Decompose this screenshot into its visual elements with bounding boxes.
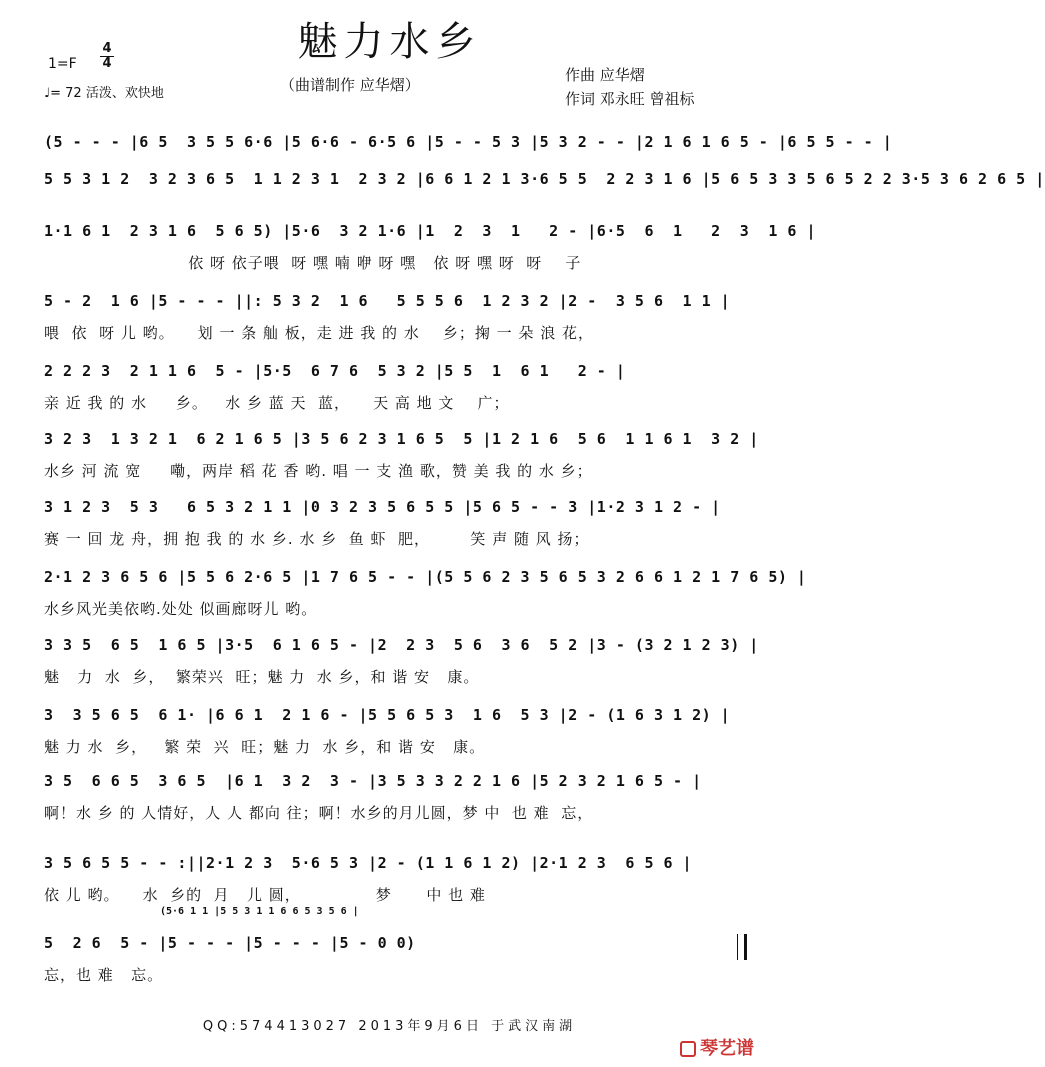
lyric-line: 啊！水 乡 的 人情好，人 人 都向 往；啊！水乡的月儿圆，梦 中 也 难 忘， (44, 804, 594, 822)
lyric-line: 魅 力 水 乡， 繁荣兴 旺；魅 力 水 乡，和 谐 安 康。 (44, 668, 480, 686)
notation-line: 5 - 2 1 6 |5 - - - ||: 5 3 2 1 6 5 5 5 6 1 2 3 2 |2 - 3 5 6 1 1 | (44, 292, 731, 310)
footer-note: QQ:574413027 2013年9月6日 于武汉南湖 (202, 1019, 577, 1034)
key-signature: 1=F (48, 56, 77, 72)
notation-line: 1·1 6 1 2 3 1 6 5 6 5) |5·6 3 2 1·6 |1 2 3 1 2 - |6·5 6 1 2 3 1 6 | (44, 222, 816, 240)
logo-text: 琴艺谱 (700, 1038, 754, 1059)
notation-line: 3 5 6 5 5 - - :||2·1 2 3 5·6 5 3 |2 - (1 1 6 1 2) |2·1 2 3 6 5 6 | (44, 854, 693, 872)
lyricist-credit: 作词 邓永旺 曾祖标 (565, 90, 695, 108)
site-logo (680, 1034, 754, 1060)
notation-line: 3 5 6 6 5 3 6 5 |6 1 3 2 3 - |3 5 3 3 2 2 1 6 |5 2 3 2 1 6 5 - | (44, 772, 702, 790)
notation-line: 3 3 5 6 5 6 1· |6 6 1 2 1 6 - |5 5 6 5 3 1 6 5 3 |2 - (1 6 3 1 2) | (44, 706, 731, 724)
time-signature (100, 42, 114, 71)
time-signature-top: 4 (102, 41, 112, 56)
lyric-line: 忘，也 难 忘。 (44, 966, 164, 984)
tempo-marking: ♩= 72 活泼、欢快地 (44, 86, 164, 101)
lyric-line: 依 呀 依子喂 呀 嘿 喃 咿 呀 嘿 依 呀 嘿 呀 呀 子 (44, 254, 582, 272)
lyric-line: 水乡 河 流 宽 嘞，两岸 稻 花 香 哟. 唱 一 支 渔 歌，赞 美 我 的 水 乡； (44, 462, 593, 480)
lyric-line: 魅 力 水 乡， 繁 荣 兴 旺；魅 力 水 乡，和 谐 安 康。 (44, 738, 486, 756)
notation-line: 3 2 3 1 3 2 1 6 2 1 6 5 |3 5 6 2 3 1 6 5 5 |1 2 1 6 5 6 1 1 6 1 3 2 | (44, 430, 759, 448)
composer-credit: 作曲 应华熠 (565, 66, 645, 84)
notation-line: 2 2 2 3 2 1 1 6 5 - |5·5 6 7 6 5 3 2 |5 5 1 6 1 2 - | (44, 362, 626, 380)
notation-line: 3 3 5 6 5 1 6 5 |3·5 6 1 6 5 - |2 2 3 5 6 3 6 5 2 |3 - (3 2 1 2 3) | (44, 636, 759, 654)
notation-line: 5 5 3 1 2 3 2 3 6 5 1 1 2 3 1 2 3 2 |6 6 1 2 1 3·6 5 5 2 2 3 1 6 |5 6 5 3 3 5 6 5 2 2 3·5 3 6 2 6 5 | (44, 170, 1045, 188)
score-maker: （曲谱制作 应华熠） (280, 76, 420, 94)
song-title: 魅力水乡 (297, 19, 482, 65)
notation-line: (5 - - - |6 5 3 5 5 6·6 |5 6·6 - 6·5 6 |5 - - 5 3 |5 3 2 - - |2 1 6 1 6 5 - |6 5 5 - - | (44, 133, 893, 151)
logo-icon (680, 1041, 696, 1057)
notation-line: 2·1 2 3 6 5 6 |5 5 6 2·6 5 |1 7 6 5 - - |(5 5 6 2 3 5 6 5 3 2 6 6 1 2 1 7 6 5) | (44, 568, 807, 586)
lyric-line: 喂 依 呀 儿 哟。 划 一 条 舢 板，走 进 我 的 水 乡；掬 一 朵 浪 花， (44, 324, 594, 342)
lyric-line: 依 儿 哟。 水 乡的 月 儿 圆， 梦 中 也 难 (44, 886, 486, 904)
notation-line: 5 2 6 5 - |5 - - - |5 - - - |5 - 0 0) (44, 934, 426, 952)
final-barline (737, 934, 747, 960)
cue-notes: (5·6 1 1 |5 5 3 1 1 6 6 5 3 5 6 | (160, 906, 359, 917)
lyric-line: 赛 一 回 龙 舟，拥 抱 我 的 水 乡. 水 乡 鱼 虾 肥， 笑 声 随 风 扬； (44, 530, 590, 548)
lyric-line: 亲 近 我 的 水 乡。 水 乡 蓝 天 蓝， 天 高 地 文 广； (44, 394, 510, 412)
time-signature-bottom: 4 (102, 56, 112, 71)
lyric-line: 水乡风光美依哟.处处 似画廊呀儿 哟。 (44, 600, 318, 618)
notation-line: 3 1 2 3 5 3 6 5 3 2 1 1 |0 3 2 3 5 6 5 5 |5 6 5 - - 3 |1·2 3 1 2 - | (44, 498, 721, 516)
